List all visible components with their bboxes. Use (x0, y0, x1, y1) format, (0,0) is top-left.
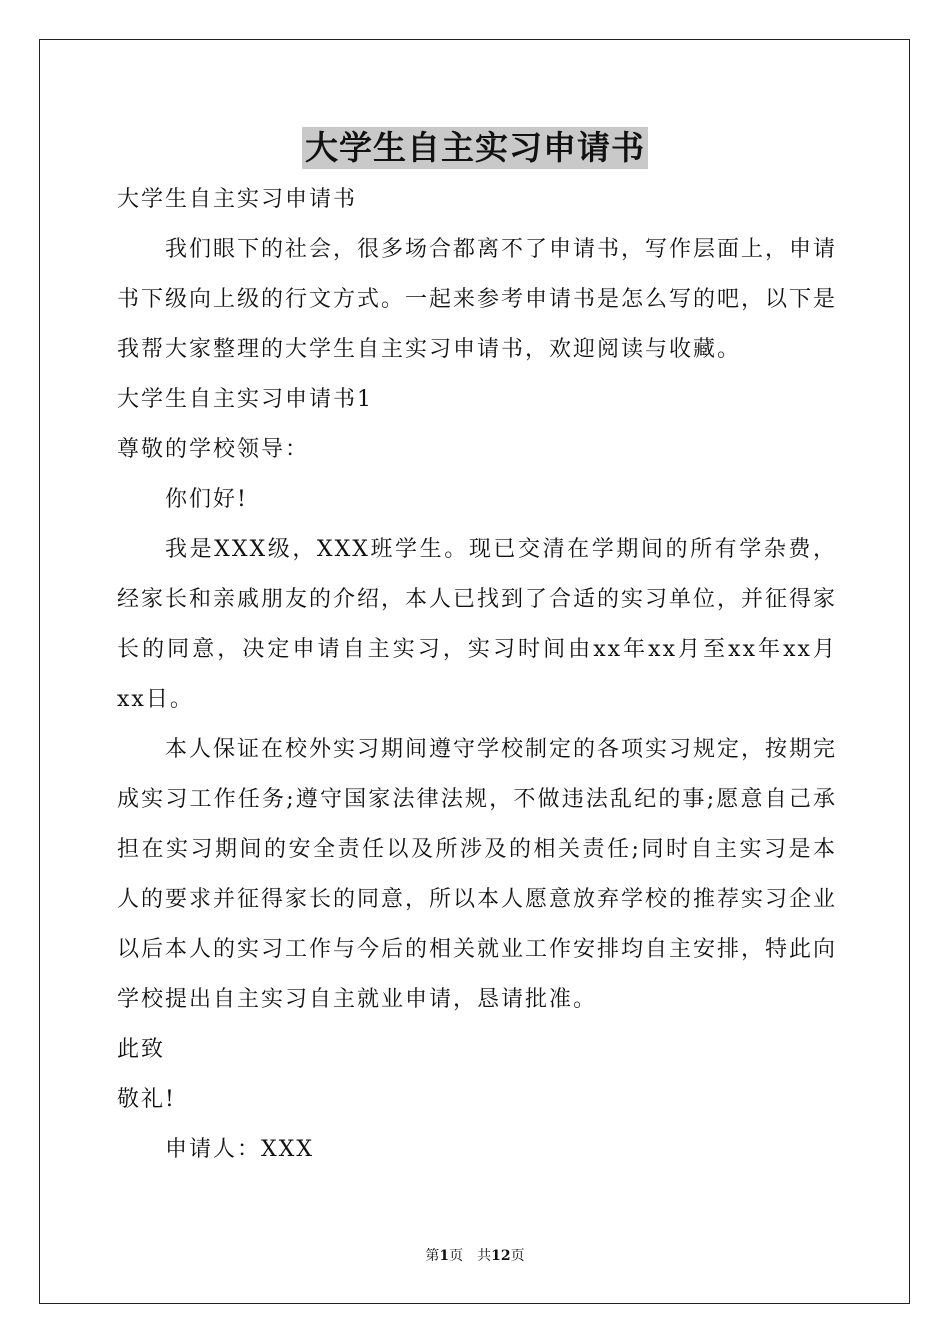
closing-line-1: 此致 (117, 1037, 166, 1062)
page-footer (0, 1246, 950, 1266)
total-pages: 12 (491, 1248, 511, 1264)
document-body (117, 175, 837, 1175)
page-number: 1 (439, 1248, 450, 1264)
paragraph-2: 本人保证在校外实习期间遵守学校制定的各项实习规定，按期完成实习工作任务;遵守国家法律法规，不做违法乱纪的事;愿意自己承担在实习期间的安全责任以及所涉及的相关责任;同时自主实习是本人的要求并征得家长的同意，所以本人愿意放弃学校的推荐实习企业以后本人的实习工作与今后的相关就业工作安排均自主安排，特此向学校提出自主实习自主就业申请，恳请批准。 (117, 737, 838, 1012)
salutation: 尊敬的学校领导： (117, 437, 310, 462)
paragraph-1: 我是XXX级，XXX班学生。现已交清在学期间的所有学杂费，经家长和亲戚朋友的介绍，本人已找到了合适的实习单位，并征得家长的同意，决定申请自主实习，实习时间由xx年xx月至xx年xx月xx日。 (117, 537, 838, 712)
section-heading: 大学生自主实习申请书1 (117, 387, 373, 412)
intro-paragraph: 我们眼下的社会，很多场合都离不了申请书，写作层面上，申请书下级向上级的行文方式。一起来参考申请书是怎么写的吧，以下是我帮大家整理的大学生自主实习申请书，欢迎阅读与收藏。 (117, 237, 838, 362)
greeting: 你们好! (165, 487, 248, 512)
subtitle: 大学生自主实习申请书 (117, 187, 358, 212)
title-container (0, 127, 950, 169)
page-prefix: 第 (425, 1248, 440, 1264)
signature: 申请人：XXX (165, 1137, 314, 1162)
closing-line-2: 敬礼! (117, 1087, 176, 1112)
page-suffix: 页 (449, 1248, 464, 1264)
total-prefix: 共 (477, 1248, 492, 1264)
total-suffix: 页 (510, 1248, 525, 1264)
document-title: 大学生自主实习申请书 (302, 127, 648, 169)
